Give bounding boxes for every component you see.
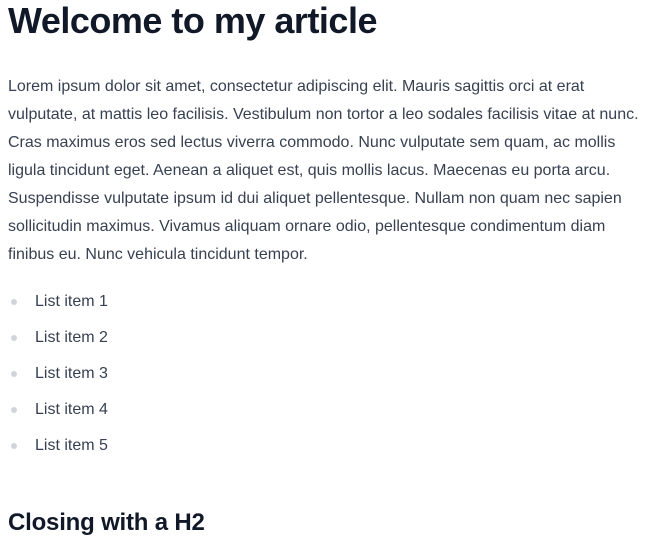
bullet-list: [8, 287, 308, 467]
list-item: [8, 323, 308, 359]
bullet-dot-icon: [11, 407, 17, 413]
list-item: [8, 287, 308, 323]
list-item-label: List item 1: [35, 293, 108, 310]
bullet-dot-icon: [11, 371, 17, 377]
list-item-label: List item 3: [35, 365, 108, 382]
list-item: [8, 359, 308, 395]
list-item-label: List item 5: [35, 437, 108, 454]
list-item-label: List item 4: [35, 401, 108, 418]
closing-heading: Closing with a H2: [8, 509, 205, 536]
bullet-dot-icon: [11, 335, 17, 341]
bullet-dot-icon: [11, 299, 17, 305]
bullet-dot-icon: [11, 443, 17, 449]
article-title: Welcome to my article: [8, 0, 377, 41]
list-item: [8, 395, 308, 431]
list-item-label: List item 2: [35, 329, 108, 346]
intro-paragraph: Lorem ipsum dolor sit amet, consectetur adipiscing elit. Mauris sagittis orci at erat vulputate, at mattis leo facilisis. Vestibulum non tortor a leo sodales facilisis vitae at nunc. Cras maximus eros sed lectus viverra commodo. Nunc vulputate sem quam, ac mollis ligula tincidunt eget. Aenean a aliquet est, quis mollis lacus. Maecenas eu porta arcu. Suspendisse vulputate ipsum id dui aliquet pellentesque. Nullam non quam nec sapien sollicitudin maximus. Vivamus aliquam ornare odio, pellentesque condimentum diam finibus eu. Nunc vehicula tincidunt tempor.: [8, 78, 639, 263]
list-item: [8, 431, 308, 467]
